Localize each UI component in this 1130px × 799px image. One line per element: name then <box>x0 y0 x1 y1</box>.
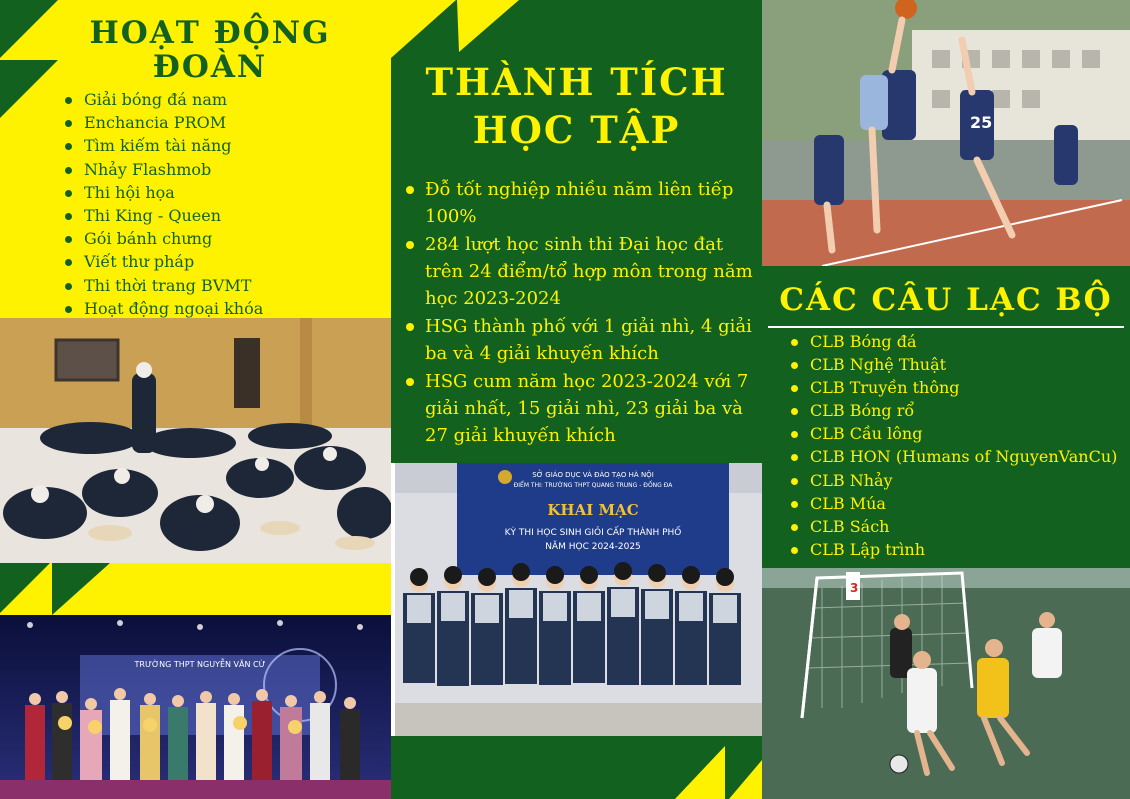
cau-lac-bo-item: CLB Sách <box>788 515 1128 538</box>
prom-stage-image <box>0 615 391 799</box>
exam-opening-image <box>395 463 762 736</box>
pottery-class-photo <box>0 318 391 563</box>
yellow-band-decoration <box>0 563 391 615</box>
stage-banner-school: TRƯỜNG THPT NGUYỄN VĂN CỪ <box>134 660 266 669</box>
banner-line-1: SỞ GIÁO DỤC VÀ ĐÀO TẠO HÀ NỘI <box>532 471 654 479</box>
cau-lac-bo-item: CLB Nhảy <box>788 469 1128 492</box>
thanh-tich-title-line2: HỌC TẬP <box>472 108 681 152</box>
banner-line-4: KỲ THI HỌC SINH GIỎI CẤP THÀNH PHỐ <box>504 528 682 538</box>
banner-line-3: KHAI MẠC <box>547 501 639 519</box>
hoat-dong-doan-item: Viết thư pháp <box>62 250 382 273</box>
cau-lac-bo-item: CLB Nghệ Thuật <box>788 353 1128 376</box>
cau-lac-bo-item: CLB HON (Humans of NguyenVanCu) <box>788 445 1128 468</box>
cac-cau-lac-bo-panel <box>762 266 1130 568</box>
football-image <box>762 568 1130 799</box>
hoat-dong-doan-panel <box>0 0 391 318</box>
corner-flag-number: 3 <box>850 581 859 595</box>
banner-line-5: NĂM HỌC 2024-2025 <box>545 542 641 552</box>
pottery-class-image <box>0 318 391 563</box>
title-underline <box>768 326 1124 328</box>
green-band-decoration <box>391 736 762 799</box>
hoat-dong-doan-item: Thi hội họa <box>62 181 382 204</box>
prom-stage-photo <box>0 615 391 799</box>
hoat-dong-doan-title: HOẠT ĐỘNG ĐOÀN <box>89 15 331 85</box>
banner-line-2: ĐIỂM THI: TRƯỜNG THPT QUANG TRUNG - ĐỐNG ĐA <box>513 482 673 489</box>
thanh-tich-item: 284 lượt học sinh thi Đại học đạt trên 24 điểm/tổ hợp môn trong năm học 2023-2024 <box>403 231 753 312</box>
hoat-dong-doan-item: Thi King - Queen <box>62 204 382 227</box>
exam-opening-photo <box>395 463 762 736</box>
cau-lac-bo-item: CLB Bóng đá <box>788 330 1128 353</box>
hoat-dong-doan-item: Hoạt động ngoại khóa <box>62 297 382 318</box>
hoat-dong-doan-item: Enchancia PROM <box>62 111 382 134</box>
jersey-number: 25 <box>970 113 993 132</box>
cau-lac-bo-item: CLB Lập trình <box>788 538 1128 561</box>
cau-lac-bo-item: CLB Bóng rổ <box>788 399 1128 422</box>
basketball-photo <box>762 0 1130 266</box>
cau-lac-bo-item: CLB Cầu lông <box>788 422 1128 445</box>
cau-lac-bo-item: CLB Truyền thông <box>788 376 1128 399</box>
thanh-tich-item: HSG thành phố với 1 giải nhì, 4 giải ba và 4 giải khuyến khích <box>403 313 753 367</box>
hoat-dong-doan-item: Gói bánh chưng <box>62 227 382 250</box>
hoat-dong-doan-item: Giải bóng đá nam <box>62 88 382 111</box>
cau-lac-bo-title: CÁC CÂU LẠC BỘ <box>779 282 1113 318</box>
thanh-tich-hoc-tap-panel <box>391 0 762 463</box>
cau-lac-bo-list <box>788 330 1128 561</box>
thanh-tich-item: Đỗ tốt nghiệp nhiều năm liên tiếp 100% <box>403 176 753 230</box>
thanh-tich-list <box>403 176 753 450</box>
thanh-tich-title <box>391 58 762 154</box>
cau-lac-bo-item: CLB Múa <box>788 492 1128 515</box>
hoat-dong-doan-item: Nhảy Flashmob <box>62 158 382 181</box>
hoat-dong-doan-item: Thi thời trang BVMT <box>62 274 382 297</box>
football-photo <box>762 568 1130 799</box>
hoat-dong-doan-list <box>62 88 382 318</box>
yellow-triangle-decoration <box>391 736 762 799</box>
thanh-tich-item: HSG cum năm học 2023-2024 với 7 giải nhất, 15 giải nhì, 23 giải ba và 27 giải khuyến khích <box>403 368 753 449</box>
hoat-dong-doan-item: Tìm kiếm tài năng <box>62 134 382 157</box>
thanh-tich-title-line1: THÀNH TÍCH <box>425 60 728 104</box>
basketball-image <box>762 0 1130 266</box>
green-triangle-decoration <box>0 563 391 615</box>
